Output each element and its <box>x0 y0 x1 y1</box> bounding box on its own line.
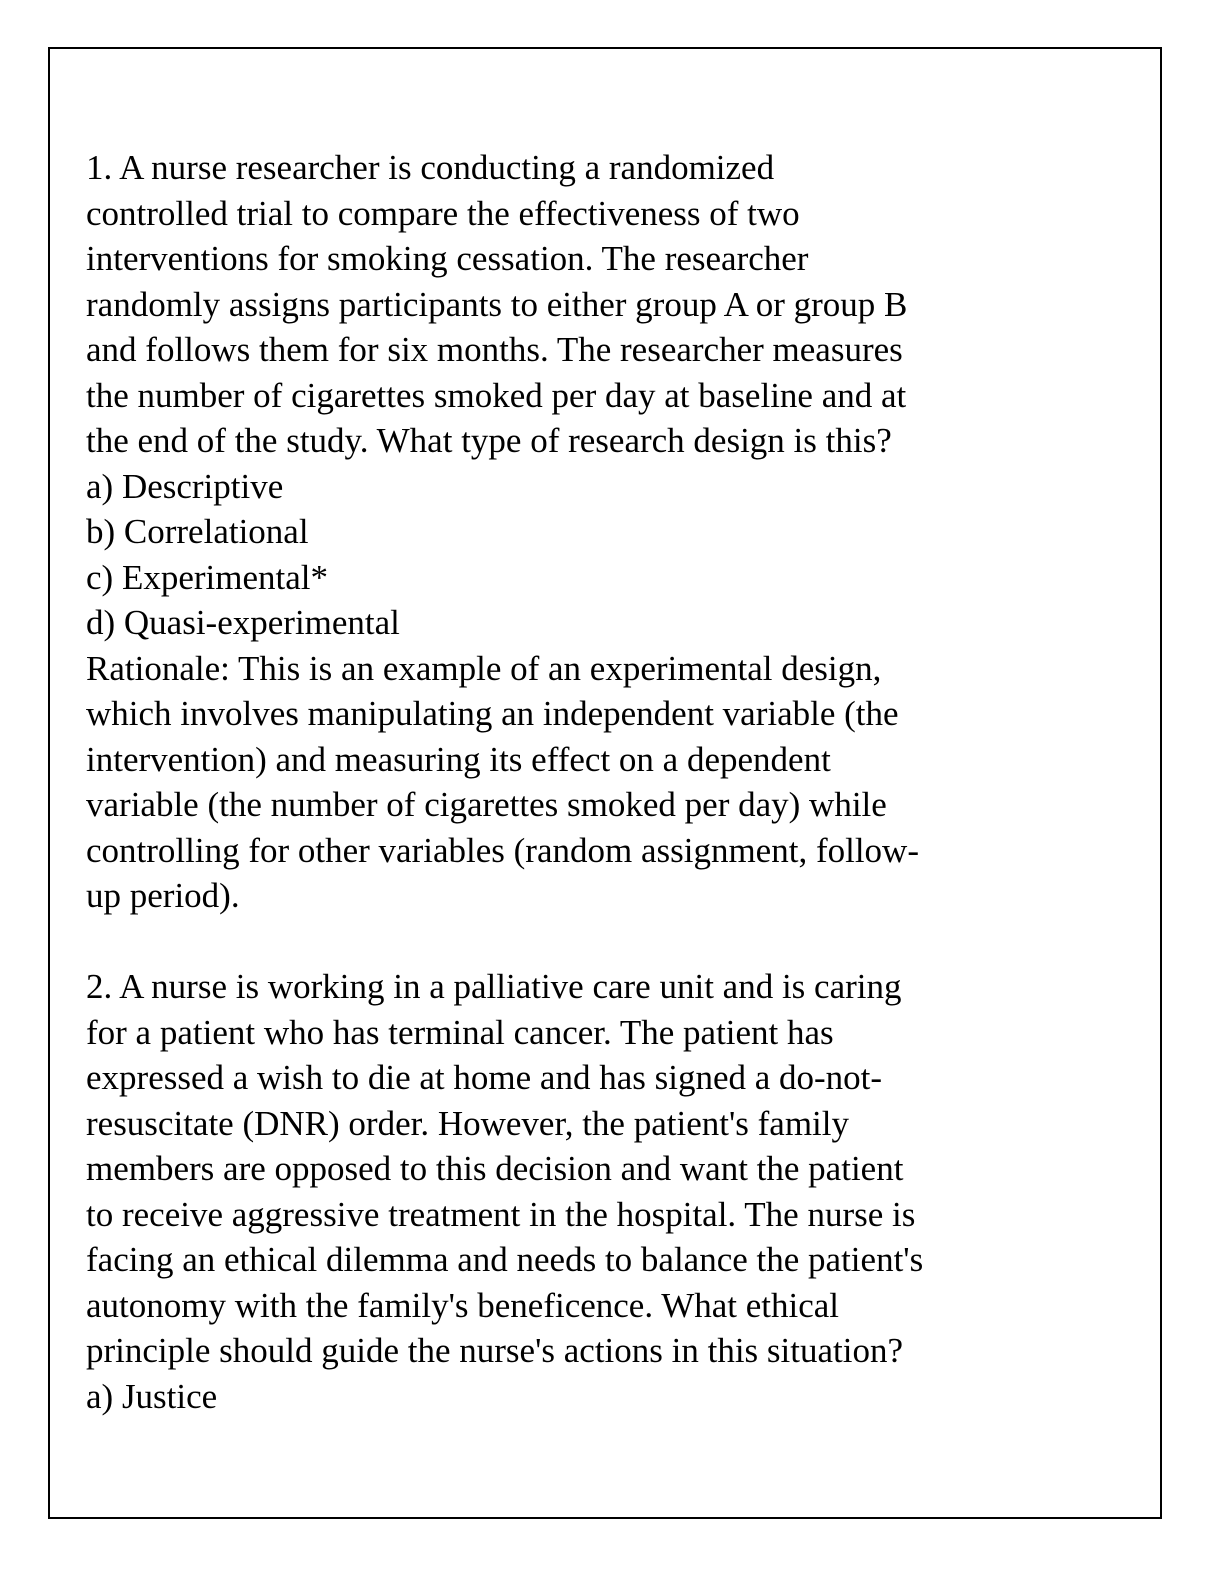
paragraph-gap <box>86 919 1086 965</box>
question-2-line: facing an ethical dilemma and needs to balance the patient's <box>86 1240 924 1279</box>
rationale-line: controlling for other variables (random assignment, follow- <box>86 830 919 870</box>
question-2-options <box>86 1374 1086 1420</box>
rationale-line: which involves manipulating an independent variable (the <box>86 694 899 733</box>
question-1-line: controlled trial to compare the effectiveness of two <box>86 193 800 233</box>
rationale-line: up period). <box>86 876 240 915</box>
question-2-line: 2. A nurse is working in a palliative care unit and is caring <box>86 967 902 1006</box>
question-1-line: and follows them for six months. The researcher measures <box>86 330 903 369</box>
option-c: c) Experimental* <box>86 557 328 597</box>
rationale-line: Rationale: This is an example of an experimental design, <box>86 648 882 688</box>
question-1 <box>86 145 1086 919</box>
rationale-line: variable (the number of cigarettes smoked per day) while <box>86 785 887 824</box>
question-2-line: members are opposed to this decision and want the patient <box>86 1149 904 1188</box>
question-2-line: to receive aggressive treatment in the hospital. The nurse is <box>86 1194 916 1234</box>
document-body <box>86 145 1086 1419</box>
question-1-line: randomly assigns participants to either group A or group B <box>86 284 908 324</box>
question-2-line: for a patient who has terminal cancer. The patient has <box>86 1012 834 1052</box>
option-a: a) Descriptive <box>86 466 284 506</box>
option-a: a) Justice <box>86 1376 218 1416</box>
question-2-line: principle should guide the nurse's actions in this situation? <box>86 1331 904 1370</box>
question-2-line: resuscitate (DNR) order. However, the patient's family <box>86 1103 849 1143</box>
question-1-options <box>86 464 1086 646</box>
question-1-rationale <box>86 646 1086 919</box>
question-1-line: the number of cigarettes smoked per day at baseline and at <box>86 375 907 415</box>
option-b: b) Correlational <box>86 512 309 551</box>
question-1-line: 1. A nurse researcher is conducting a randomized <box>86 148 775 187</box>
question-2-line: expressed a wish to die at home and has signed a do-not- <box>86 1058 883 1097</box>
question-2-stem <box>86 964 1086 1374</box>
option-d: d) Quasi-experimental <box>86 603 400 642</box>
question-2-line: autonomy with the family's beneficence. What ethical <box>86 1285 840 1325</box>
question-1-line: the end of the study. What type of research design is this? <box>86 421 892 460</box>
question-1-stem <box>86 145 1086 464</box>
question-1-line: interventions for smoking cessation. The researcher <box>86 239 809 278</box>
rationale-line: intervention) and measuring its effect on a dependent <box>86 739 831 779</box>
question-2 <box>86 964 1086 1419</box>
